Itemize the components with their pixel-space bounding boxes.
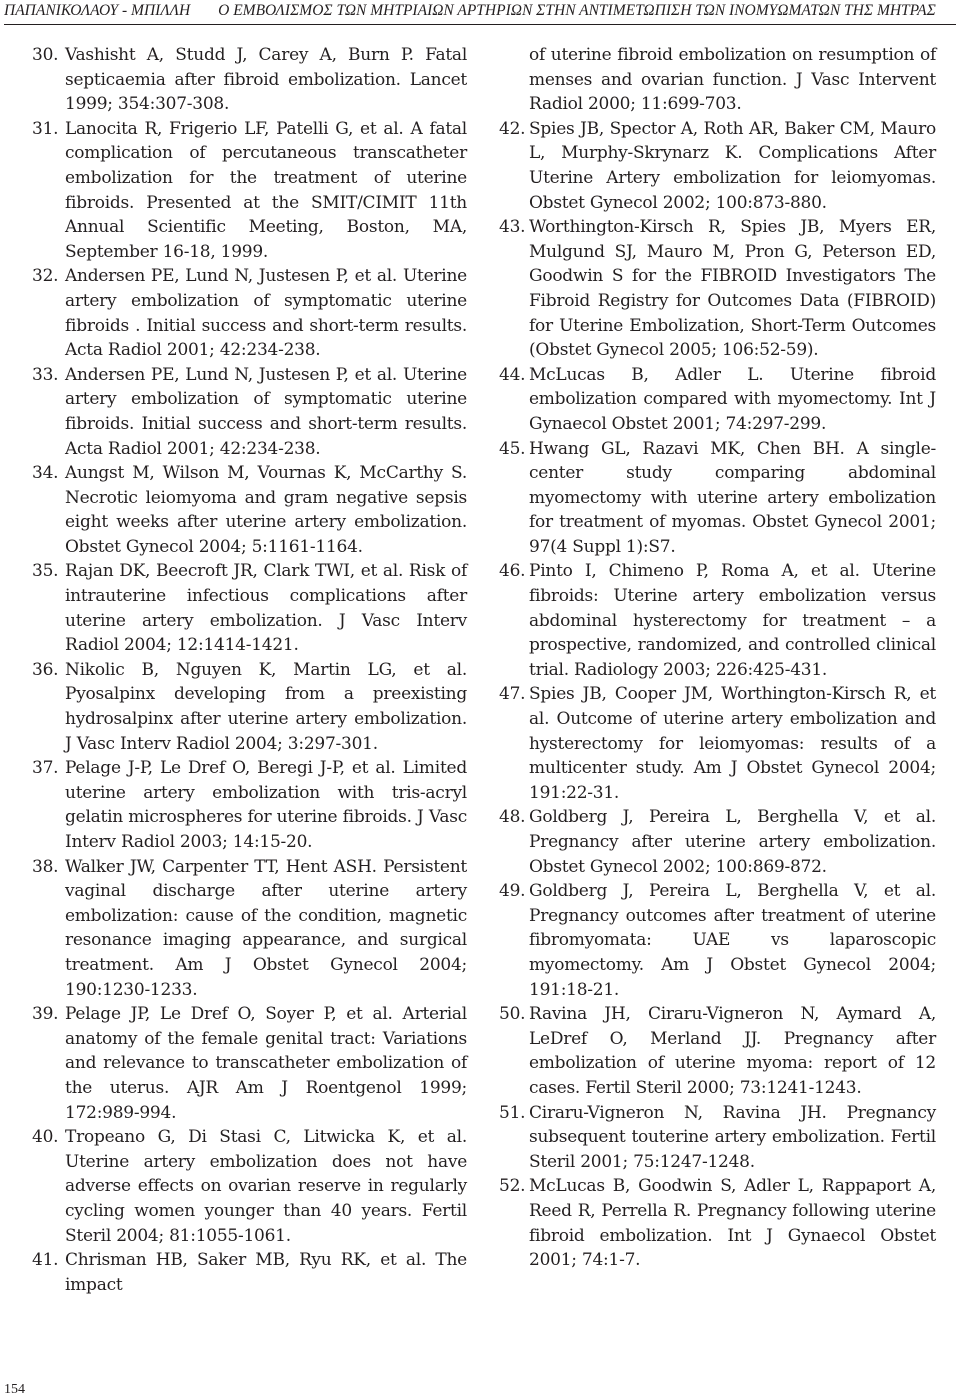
- reference-number: 38.: [32, 856, 59, 877]
- reference-item: [499, 1002, 936, 1100]
- reference-number: 41.: [32, 1250, 59, 1271]
- reference-item: [499, 1174, 936, 1272]
- reference-number: 46.: [499, 561, 526, 582]
- header-title: Ο ΕΜΒΟΛΙΣΜΟΣ ΤΩΝ ΜΗΤΡΙΑΙΩΝ ΑΡΤΗΡΙΩΝ ΣΤΗΝ ΑΝΤΙΜΕΤΩΠΙΣΗ ΤΩΝ ΙΝΟΜΥΩΜΑΤΩΝ ΤΗΣ ΜΗΤΡΑΣ: [218, 2, 936, 19]
- reference-item: [499, 682, 936, 805]
- reference-item: [32, 559, 467, 657]
- reference-item: [499, 805, 936, 879]
- reference-text: Lanocita R, Frigerio LF, Patelli G, et al. A fatal complication of percutaneous transcatheter embolization for the treatment of uterine fibroids. Presented at the SMIT/CIMIT 11th Annual Scientific Meeting, Boston, MA, September 16-18, 1999.: [65, 118, 467, 262]
- reference-item: [32, 117, 467, 265]
- reference-text: Ravina JH, Ciraru-Vigneron N, Aymard A, LeDref O, Merland JJ. Pregnancy after embolization of uterine myoma: report of 12 cases. Fertil Steril 2000; 73:1241-1243.: [529, 1004, 936, 1098]
- header-authors: ΠΑΠΑΝΙΚΟΛΑΟΥ - ΜΠΙΛΛΗ: [4, 2, 191, 19]
- reference-text: Goldberg J, Pereira L, Berghella V, et al. Pregnancy after uterine artery embolization. Obstet Gynecol 2002; 100:869-872.: [529, 807, 936, 877]
- reference-text: Ciraru-Vigneron N, Ravina JH. Pregnancy subsequent touterine artery embolization. Fertil Steril 2001; 75:1247-1248.: [529, 1102, 936, 1172]
- reference-text: Spies JB, Cooper JM, Worthington-Kirsch R, et al. Outcome of uterine artery embolization and hysterectomy for leiomyomas: results of a multicenter study. Am J Obstet Gynecol 2004; 191:22-31.: [529, 684, 936, 803]
- reference-number: 35.: [32, 561, 59, 582]
- reference-item: [32, 43, 467, 117]
- reference-item: [499, 437, 936, 560]
- reference-number: 43.: [499, 217, 526, 238]
- reference-item: [32, 658, 467, 756]
- reference-number: 50.: [499, 1004, 526, 1025]
- reference-number: 36.: [32, 659, 59, 680]
- reference-text: Tropeano G, Di Stasi C, Litwicka K, et al. Uterine artery embolization does not have adverse effects on ovarian reserve in regularly cycling women younger than 40 years. Fertil Steril 2004; 81:1055-1061.: [65, 1127, 467, 1246]
- reference-item: [499, 879, 936, 1002]
- reference-item: [499, 215, 936, 363]
- reference-item: [32, 1125, 467, 1248]
- reference-number: 30.: [32, 45, 59, 65]
- right-column: [499, 43, 936, 1273]
- reference-text: Goldberg J, Pereira L, Berghella V, et al. Pregnancy outcomes after treatment of uterine fibromyomata: UAE vs laparoscopic myomectomy. Am J Obstet Gynecol 2004; 191:18-21.: [529, 881, 936, 1000]
- reference-number: 39.: [32, 1004, 59, 1025]
- reference-number: 37.: [32, 758, 59, 779]
- header-rule: [4, 24, 956, 25]
- reference-text: Aungst M, Wilson M, Vournas K, McCarthy S. Necrotic leiomyoma and gram negative sepsis eight weeks after uterine artery embolization. Obstet Gynecol 2004; 5:1161-1164.: [65, 463, 467, 557]
- reference-number: 45.: [499, 438, 526, 459]
- page-number: 154: [4, 1382, 25, 1397]
- reference-number: 31.: [32, 118, 59, 139]
- reference-continuation-text: of uterine fibroid embolization on resumption of menses and ovarian function. J Vasc Intervent Radiol 2000; 11:699-703.: [529, 45, 936, 115]
- reference-number: 47.: [499, 684, 526, 705]
- reference-number: 40.: [32, 1127, 59, 1148]
- reference-text: McLucas B, Adler L. Uterine fibroid embolization compared with myomectomy. Int J Gynaecol Obstet 2001; 74:297-299.: [529, 364, 936, 434]
- reference-text: Worthington-Kirsch R, Spies JB, Myers ER, Mulgund SJ, Mauro M, Pron G, Peterson ED, Goodwin S for the FIBROID Investigators The Fibroid Registry for Outcomes Data (FIBROID) for Uterine Embolization, Short-Term Outcomes (Obstet Gynecol 2005; 106:52-59).: [529, 217, 936, 361]
- reference-text: Hwang GL, Razavi MK, Chen BH. A single-center study comparing abdominal myomectomy with uterine artery embolization for treatment of myomas. Obstet Gynecol 2001; 97(4 Suppl 1):S7.: [529, 438, 936, 557]
- reference-item: [32, 1248, 467, 1297]
- reference-number: 44.: [499, 364, 526, 385]
- reference-number: 34.: [32, 463, 59, 484]
- reference-text: Rajan DK, Beecroft JR, Clark TWI, et al. Risk of intrauterine infectious complications after uterine artery embolization. J Vasc Interv Radiol 2004; 12:1414-1421.: [65, 561, 467, 656]
- reference-text: Andersen PE, Lund N, Justesen P, et al. Uterine artery embolization of symptomatic uterine fibroids . Initial success and short-term results. Acta Radiol 2001; 42:234-238.: [65, 266, 467, 361]
- reference-text: Pelage J-P, Le Dref O, Beregi J-P, et al. Limited uterine artery embolization with tris-acryl gelatin microspheres for uterine fibroids. J Vasc Interv Radiol 2003; 14:15-20.: [65, 758, 467, 852]
- reference-text: Vashisht A, Studd J, Carey A, Burn P. Fatal septicaemia after fibroid embolization. Lancet 1999; 354:307-308.: [65, 45, 467, 115]
- left-column: [32, 43, 467, 1297]
- reference-text: Chrisman HB, Saker MB, Ryu RK, et al. The impact: [65, 1250, 467, 1295]
- reference-number: 52.: [499, 1176, 526, 1197]
- reference-text: Nikolic B, Nguyen K, Martin LG, et al. Pyosalpinx developing from a preexisting hydrosalpinx after uterine artery embolization. J Vasc Interv Radiol 2004; 3:297-301.: [65, 659, 467, 754]
- reference-item: [32, 461, 467, 559]
- reference-text: Andersen PE, Lund N, Justesen P, et al. Uterine artery embolization of symptomatic uterine fibroids. Initial success and short-term results. Acta Radiol 2001; 42:234-238.: [65, 364, 467, 459]
- reference-number: 51.: [499, 1102, 526, 1123]
- reference-item: [32, 264, 467, 362]
- reference-text: Walker JW, Carpenter TT, Hent ASH. Persistent vaginal discharge after uterine artery embolization: cause of the condition, magnetic resonance imaging appearance, and surgical treatment. Am J Obstet Gynecol 2004; 190:1230-1233.: [65, 856, 467, 1000]
- reference-number: 42.: [499, 118, 526, 139]
- running-header: [4, 1, 956, 23]
- reference-item: [32, 855, 467, 1003]
- reference-item: [499, 117, 936, 215]
- reference-continuation: [499, 43, 936, 117]
- reference-number: 33.: [32, 364, 59, 385]
- reference-item: [499, 363, 936, 437]
- reference-item: [32, 363, 467, 461]
- reference-item: [32, 756, 467, 854]
- reference-item: [32, 1002, 467, 1125]
- reference-item: [499, 559, 936, 682]
- reference-number: 32.: [32, 266, 59, 287]
- reference-number: 48.: [499, 807, 526, 828]
- reference-text: Pelage JP, Le Dref O, Soyer P, et al. Arterial anatomy of the female genital tract: Variations and relevance to transcatheter embolization of the uterus. AJR Am J Roentgenol 1999; 172:989-994.: [65, 1004, 467, 1123]
- reference-text: Spies JB, Spector A, Roth AR, Baker CM, Mauro L, Murphy-Skrynarz K. Complications After Uterine Artery embolization for leiomyomas. Obstet Gynecol 2002; 100:873-880.: [529, 118, 936, 213]
- reference-item: [499, 1101, 936, 1175]
- reference-number: 49.: [499, 881, 526, 902]
- reference-text: McLucas B, Goodwin S, Adler L, Rappaport A, Reed R, Perrella R. Pregnancy following uterine fibroid embolization. Int J Gynaecol Obstet 2001; 74:1-7.: [529, 1176, 936, 1271]
- reference-text: Pinto I, Chimeno P, Roma A, et al. Uterine fibroids: Uterine artery embolization versus abdominal hysterectomy for treatment – a prospective, randomized, and controlled clinical trial. Radiology 2003; 226:425-431.: [529, 561, 936, 680]
